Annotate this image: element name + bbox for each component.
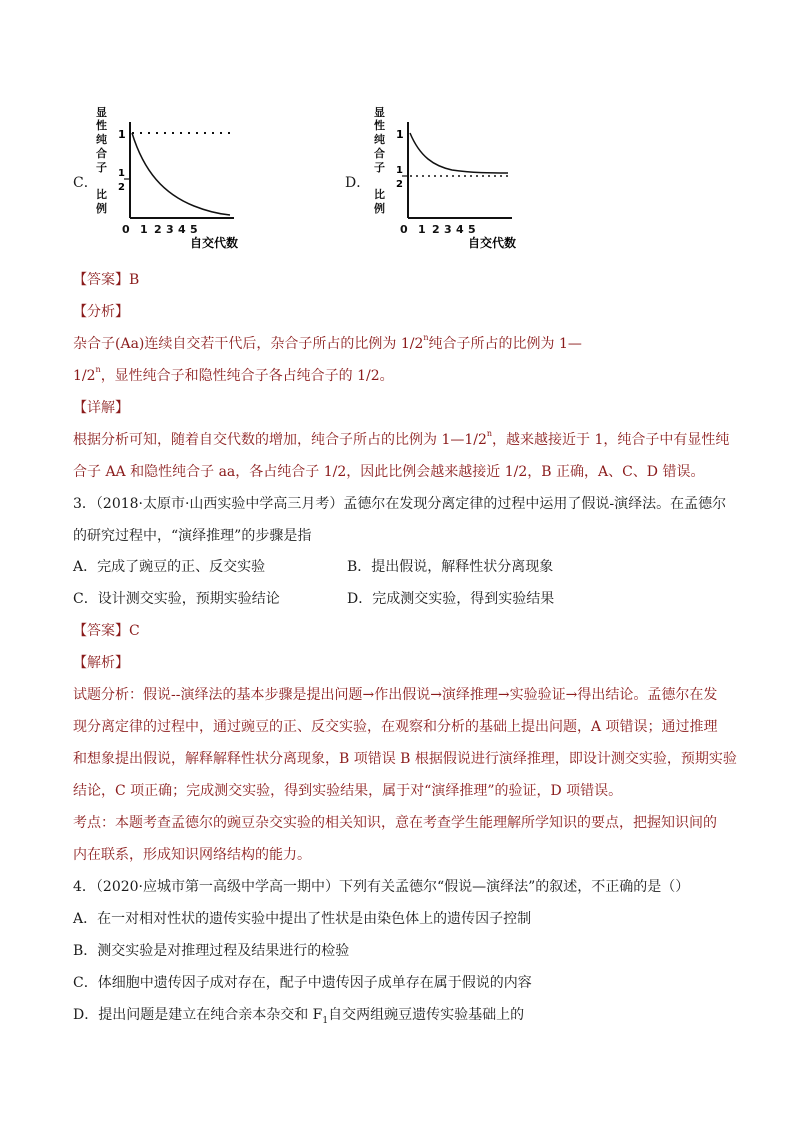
graph-c-xtick-5: 5 <box>190 223 198 236</box>
graph-d-ytick-half-num: 1 <box>396 165 403 176</box>
graph-d-ylabel-4: 子 <box>374 161 385 174</box>
q2-answer <box>73 270 139 290</box>
q3-kaodian-line2: 内在联系，形成知识网络结构的能力。 <box>73 847 311 863</box>
q4-option-b: B．测交实验是对推理过程及结果进行的检验 <box>73 943 350 959</box>
graph-c-ylabel-2: 纯 <box>96 133 107 146</box>
q3-answer <box>73 621 140 641</box>
q3-answer-value: C <box>129 623 140 639</box>
graph-d-ylabel-3: 合 <box>374 147 385 160</box>
option-c-label: C． <box>73 175 98 191</box>
graph-d <box>372 102 532 252</box>
q2-detail-line2: 合子 AA 和隐性纯合子 aa，各占纯合子 1/2，因此比例会越来越接近 1/2，B 正确，A、C、D 错误。 <box>73 464 705 480</box>
graph-d-ylabel-6: 例 <box>374 202 385 215</box>
graph-c-ylabel-1: 性 <box>96 119 107 132</box>
q3-option-a: A．完成了豌豆的正、反交实验 <box>73 559 266 575</box>
q2-analysis-line2: 1/2$^n$，显性纯合子和隐性纯合子各占纯合子的 1/2。 <box>73 365 394 384</box>
q3-stem-line2: 的研究过程中，“演绎推理”的步骤是指 <box>73 528 312 544</box>
graph-c-ylabel-0: 显 <box>96 106 107 119</box>
q4-option-a: A．在一对相对性状的遗传实验中提出了性状是由染色体上的遗传因子控制 <box>73 911 532 927</box>
graph-d-xtick-3: 3 <box>444 223 452 236</box>
graph-d-xtick-1: 1 <box>418 223 426 236</box>
q3-analysis-tag: 【解析】 <box>73 655 129 671</box>
graph-c-ytick-half-num: 1 <box>118 168 125 179</box>
q3-analysis-line1: 试题分析：假说--演绎法的基本步骤是提出问题→作出假说→演绎推理→实验验证→得出结论。孟德尔在发 <box>73 687 718 703</box>
graph-d-ylabel-5: 比 <box>374 188 385 201</box>
q3-analysis-line3: 和想象提出假说，解释解释性状分离现象，B 项错误 B 根据假说进行演绎推理，即设计测交实验，预期实验 <box>73 751 737 767</box>
graph-d-xlabel: 自交代数 <box>468 236 517 250</box>
option-d-label: D． <box>345 175 371 191</box>
graph-c-xlabel: 自交代数 <box>190 236 239 250</box>
graph-d-ytick-1: 1 <box>396 128 404 141</box>
q3-stem-line1: 3．（2018·太原市·山西实验中学高三月考）孟德尔在发现分离定律的过程中运用了假说-演绎法。在孟德尔 <box>73 496 727 512</box>
graph-d-curve <box>410 133 508 173</box>
graph-c <box>94 102 254 252</box>
q2-answer-value: B <box>129 272 140 288</box>
q3-analysis-line2: 现分离定律的过程中，通过豌豆的正、反交实验，在观察和分析的基础上提出问题，A 项错误；通过推理 <box>73 719 718 735</box>
q2-answer-tag: 【答案】 <box>73 272 129 288</box>
graph-d-ytick-half-den: 2 <box>396 179 403 190</box>
graph-d-ylabel-1: 性 <box>374 119 385 132</box>
graph-c-ytick-1: 1 <box>118 128 126 141</box>
graph-c-curve <box>132 133 230 215</box>
graph-c-ylabel-4: 子 <box>96 161 107 174</box>
graph-c-xtick-2: 2 <box>154 223 162 236</box>
q2-detail-tag: 【详解】 <box>73 400 129 416</box>
graph-c-ylabel-5: 比 <box>96 188 107 201</box>
q3-option-c: C．设计测交实验，预期实验结论 <box>73 591 280 607</box>
q3-kaodian-line1: 考点：本题考查孟德尔的豌豆杂交实验的相关知识，意在考查学生能理解所学知识的要点，把握知识间的 <box>73 815 717 831</box>
graph-d-ylabel-2: 纯 <box>374 133 385 146</box>
graph-c-xtick-1: 1 <box>140 223 148 236</box>
q3-analysis-line4: 结论，C 项正确；完成测交实验，得到实验结果，属于对“演绎推理”的验证，D 项错误。 <box>73 783 623 799</box>
q2-detail-line1: 根据分析可知，随着自交代数的增加，纯合子所占的比例为 1—1/2$^n$，越来越接近于 1，纯合子中有显性纯 <box>73 429 730 448</box>
graph-c-ytick-half-den: 2 <box>118 182 125 193</box>
q4-option-d: D．提出问题是建立在纯合亲本杂交和 $F_1$自交两组豌豆遗传实验基础上的 <box>73 1007 525 1026</box>
graph-c-xtick-0: 0 <box>122 223 130 236</box>
graph-c-ylabel-3: 合 <box>96 147 107 160</box>
graph-c-xtick-3: 3 <box>166 223 174 236</box>
graph-d-xtick-4: 4 <box>456 223 464 236</box>
graph-d-xtick-0: 0 <box>400 223 408 236</box>
q4-stem: 4．（2020·应城市第一高级中学高一期中）下列有关孟德尔“假说—演绎法”的叙述，不正确的是（） <box>73 879 690 895</box>
q4-option-c: C．体细胞中遗传因子成对存在，配子中遗传因子成单存在属于假说的内容 <box>73 975 532 991</box>
graph-c-xtick-4: 4 <box>178 223 186 236</box>
q2-analysis-tag: 【分析】 <box>73 304 129 320</box>
q3-option-b: B．提出假说，解释性状分离现象 <box>347 559 554 575</box>
q3-option-d: D．完成测交实验，得到实验结果 <box>347 591 555 607</box>
graph-d-xtick-2: 2 <box>432 223 440 236</box>
q3-answer-tag: 【答案】 <box>73 623 129 639</box>
graph-c-ylabel-6: 例 <box>96 202 107 215</box>
graph-d-xtick-5: 5 <box>468 223 476 236</box>
q2-analysis-line1: 杂合子(Aa)连续自交若干代后，杂合子所占的比例为 1/2$^n$纯合子所占的比例为 1— <box>73 333 582 352</box>
graph-d-ylabel-0: 显 <box>374 106 385 119</box>
